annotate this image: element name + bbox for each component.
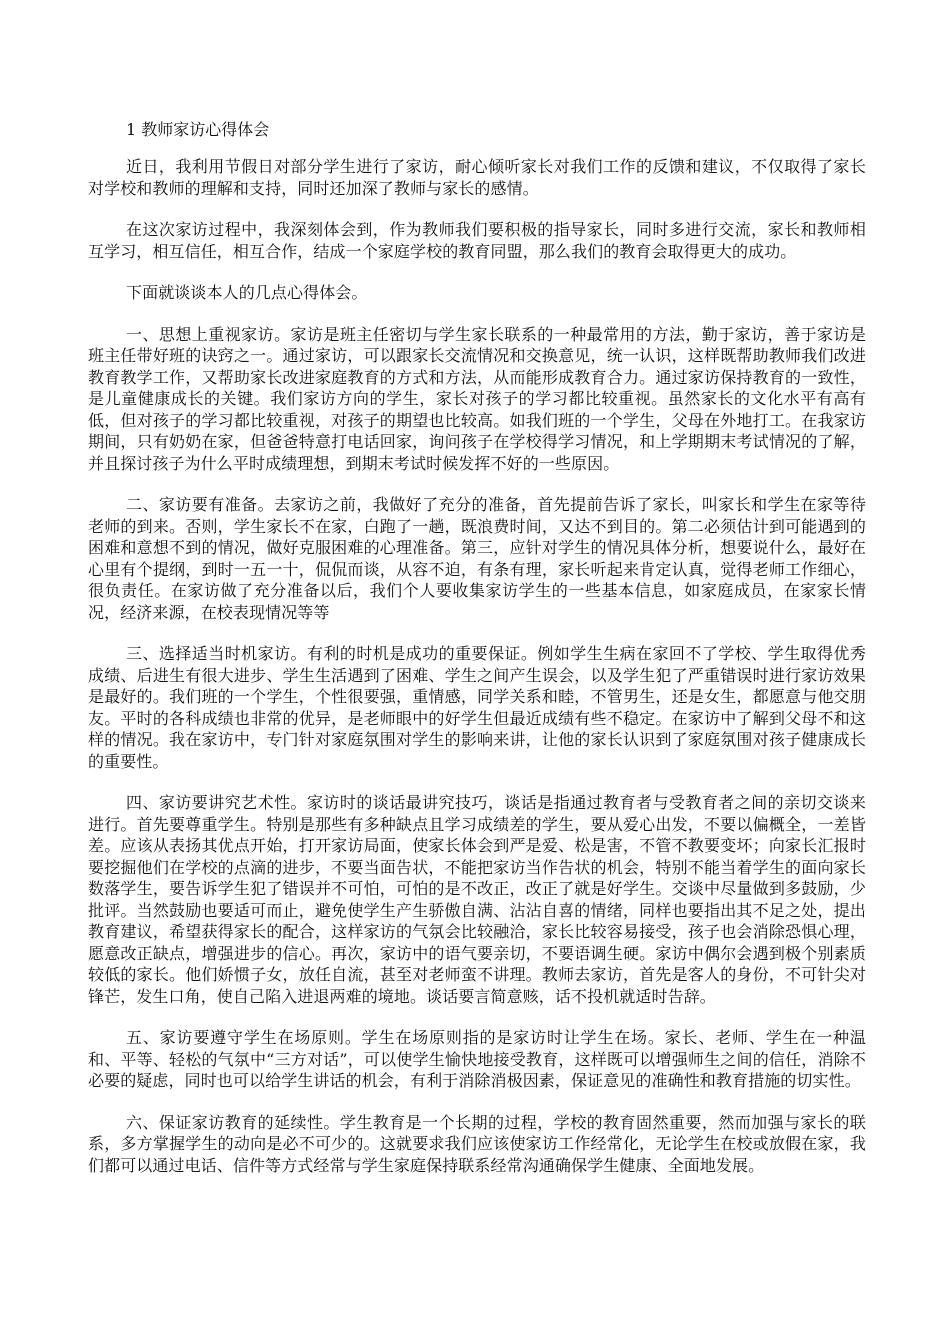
paragraph-point-3: 三、选择适当时机家访。有利的时机是成功的重要保证。例如学生生病在家回不了学校、学生取得优秀成绩、后进生有很大进步、学生生活遇到了困难、学生之间产生误会，以及学生犯了严重错误时进行家访效果是最好的。我们班的一个学生，个性很要强，重情感，同学关系和睦，不管男生，还是女生，都愿意与他交朋友。平时的各科成绩也非常的优异，是老师眼中的好学生但最近成绩有些不稳定。在家访中了解到父母不和这样的情况。我在家访中，专门针对家庭氛围对学生的影响来讲，让他的家长认识到了家庭氛围对孩子健康成长的重要性。 bbox=[88, 644, 866, 771]
document-page bbox=[88, 118, 866, 1196]
paragraph-experience: 在这次家访过程中，我深刻体会到，作为教师我们要积极的指导家长，同时多进行交流，家长和教师相互学习，相互信任，相互合作，结成一个家庭学校的教育同盟，那么我们的教育会取得更大的成功。 bbox=[88, 220, 866, 261]
paragraph-point-2: 二、家访要有准备。去家访之前，我做好了充分的准备，首先提前告诉了家长，叫家长和学生在家等待老师的到来。否则，学生家长不在家，白跑了一趟，既浪费时间，又达不到目的。第二必须估计到可能遇到的困难和意想不到的情况，做好克服困难的心理准备。第三，应针对学生的情况具体分析，想要说什么，最好在心里有个提纲，到时一五一十，侃侃而谈，从容不迫，有条有理，家长听起来肯定认真，觉得老师工作细心，很负责任。在家访做了充分准备以后，我们个人要收集家访学生的一些基本信息，如家庭成员，在家家长情况，经济来源，在校表现情况等等 bbox=[88, 495, 866, 622]
paragraph-point-4: 四、家访要讲究艺术性。家访时的谈话最讲究技巧，谈话是指通过教育者与受教育者之间的亲切交谈来进行。首先要尊重学生。特别是那些有多种缺点且学习成绩差的学生，要从爱心出发，不要以偏概全，一差皆差。应该从表扬其优点开始，打开家访局面，使家长体会到严是爱、松是害，不管不教要变坏；向家长汇报时要挖掘他们在学校的点滴的进步，不要当面告状，不能把家访当作告状的机会，特别不能当着学生的面向家长数落学生，要告诉学生犯了错误并不可怕，可怕的是不改正，改正了就是好学生。交谈中尽量做到多鼓励，少批评。当然鼓励也要适可而止，避免使学生产生骄傲自满、沾沾自喜的情绪，同样也要指出其不足之处，提出教育建议，希望获得家长的配合，这样家访的气氛会比较融洽，家长比较容易接受，孩子也会消除恐惧心理，愿意改正缺点，增强进步的信心。再次，家访中的语气要亲切，不要语调生硬。家访中偶尔会遇到极个别素质较低的家长。他们娇惯子女，放任自流，甚至对老师蛮不讲理。教师去家访，首先是客人的身份，不可针尖对锋芒，发生口角，使自己陷入进退两难的境地。谈话要言简意赅，话不投机就适时告辞。 bbox=[88, 793, 866, 1006]
paragraph-point-6: 六、保证家访教育的延续性。学生教育是一个长期的过程，学校的教育固然重要，然而加强与家长的联系，多方掌握学生的动向是必不可少的。这就要求我们应该使家访工作经常化，无论学生在校或放假在家，我们都可以通过电话、信件等方式经常与学生家庭保持联系经常沟通确保学生健康、全面地发展。 bbox=[88, 1112, 866, 1175]
paragraph-point-5: 五、家访要遵守学生在场原则。学生在场原则指的是家访时让学生在场。家长、老师、学生在一种温和、平等、轻松的气氛中“三方对话”，可以使学生愉快地接受教育，这样既可以增强师生之间的信任，消除不必要的疑虑，同时也可以给学生讲话的机会，有利于消除消极因素，保证意见的准确性和教育措施的切实性。 bbox=[88, 1028, 866, 1090]
paragraph-intro: 近日，我利用节假日对部分学生进行了家访，耐心倾听家长对我们工作的反馈和建议，不仅取得了家长对学校和教师的理解和支持，同时还加深了教师与家长的感情。 bbox=[88, 157, 866, 198]
document-title: 1 教师家访心得体会 bbox=[126, 120, 270, 139]
paragraph-lead-in: 下面就谈谈本人的几点心得体会。 bbox=[126, 283, 368, 302]
paragraph-point-1: 一、思想上重视家访。家访是班主任密切与学生家长联系的一种最常用的方法，勤于家访，善于家访是班主任带好班的诀窍之一。通过家访，可以跟家长交流情况和交换意见，统一认识，这样既帮助教师我们改进教育教学工作，又帮助家长改进家庭教育的方式和方法，从而能形成教育合力。通过家访保持教育的一致性，是儿童健康成长的关键。我们家访方向的学生，家长对孩子的学习都比较重视。虽然家长的文化水平有高有低，但对孩子的学习都比较重视，对孩子的期望也比较高。如我们班的一个学生，父母在外地打工。在我家访期间，只有奶奶在家，但爸爸特意打电话回家，询问孩子在学校得学习情况，和上学期期末考试情况的了解，并且探讨孩子为什么平时成绩理想，到期末考试时候发挥不好的一些原因。 bbox=[88, 324, 866, 473]
